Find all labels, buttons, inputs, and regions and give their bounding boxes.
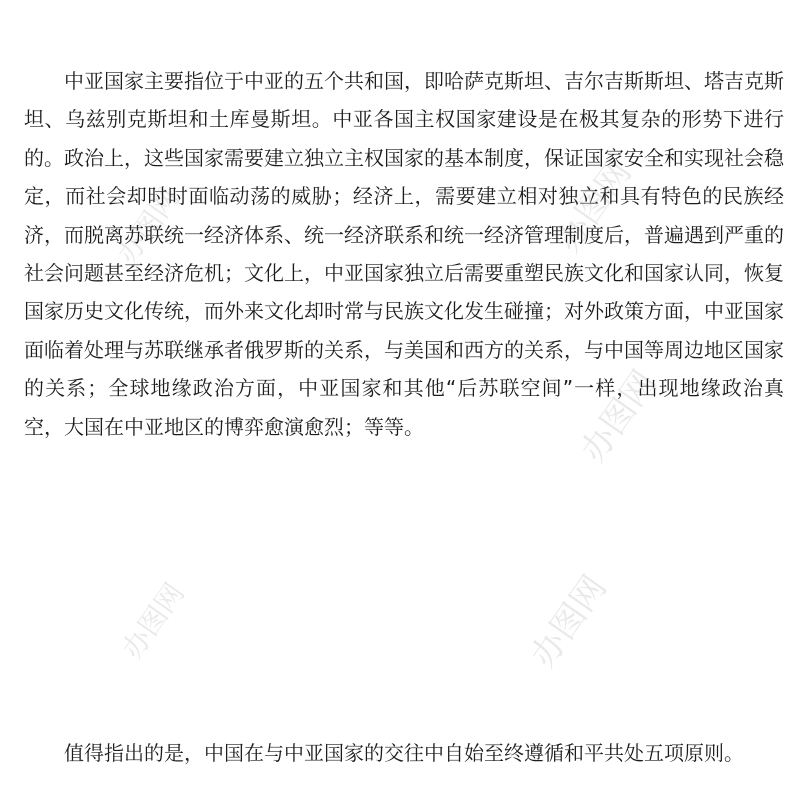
watermark: 办图网 [523, 568, 615, 675]
watermark: 办图网 [115, 576, 191, 665]
watermark: 办图网 [573, 363, 665, 470]
watermark: 办图网 [548, 153, 640, 260]
paragraph-central-asia-overview: 中亚国家主要指位于中亚的五个共和国，即哈萨克斯坦、吉尔吉斯斯坦、塔吉克斯坦、乌兹别克斯坦和土库曼斯坦。中亚各国主权国家建设是在极其复杂的形势下进行的。政治上，这些国家需要建立独立主权国家的基本制度，保证国家安全和实现社会稳定，而社会却时时面临动荡的威胁；经济上，需要建立相对独立和具有特色的民族经济，而脱离苏联统一经济体系、统一经济联系和统一经济管理制度后，普遍遇到严重的社会问题甚至经济危机；文化上，中亚国家独立后需要重塑民族文化和国家认同，恢复国家历史文化传统，而外来文化却时常与民族文化发生碰撞；对外政策方面，中亚国家面临着处理与苏联继承者俄罗斯的关系，与美国和西方的关系，与中国等周边地区国家的关系；全球地缘政治方面，中亚国家和其他“后苏联空间”一样，出现地缘政治真空，大国在中亚地区的博弈愈演愈烈；等等。 [24, 69, 784, 439]
watermark: 办图网 [110, 181, 186, 270]
paragraph-principles: 值得指出的是，中国在与中亚国家的交往中自始至终遵循和平共处五项原则。 [64, 741, 744, 765]
